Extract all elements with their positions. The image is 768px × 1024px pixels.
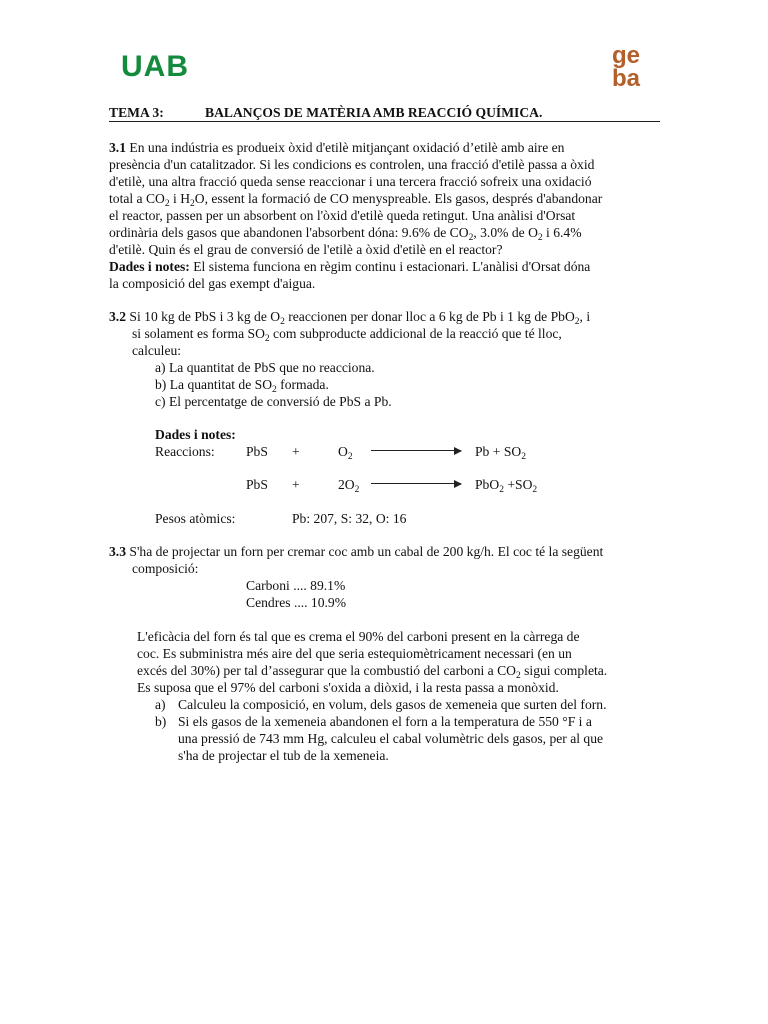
pesos-label: Pesos atòmics:	[155, 511, 236, 526]
tema-title: BALANÇOS DE MATÈRIA AMB REACCIÓ QUÍMICA.	[205, 105, 543, 120]
reactions-label: Reaccions:	[155, 444, 215, 459]
header-rule	[109, 121, 660, 122]
geba-logo-top: ge	[612, 43, 641, 69]
problem-3-2	[109, 308, 658, 410]
p33-item-b-line3: s'ha de projectar el tub de la xemeneia.	[178, 748, 389, 763]
p31-notes: Dades i notes: El sistema funciona en règim continu i estacionari. L'anàlisi d'Orsat dóna	[109, 259, 591, 274]
p31-line2: presència d'un catalitzador. Si les condicions es controlen, una fracció d'etilè passa a òxid	[109, 157, 595, 172]
r1-plus: +	[292, 444, 300, 459]
problem-3-3	[109, 543, 658, 577]
p33-par3: excés del 30%) per tal d’assegurar que la combustió del carboni a $CO_2$ sigui completa.	[137, 663, 608, 681]
p33-par4: Es suposa que el 97% del carboni s'oxida a diòxid, i la resta passa a monòxid.	[137, 680, 559, 695]
p33-item-a-text: Calculeu la composició, en volum, dels gasos de xemeneia que surten del forn.	[178, 697, 607, 712]
p31-line4: total a $CO_2$ i $H_2O$, essent la formació de CO menyspreable. Els gasos, després d'abandonar	[109, 191, 603, 209]
page-header	[109, 104, 660, 121]
p31-notes-line2: la composició del gas exempt d'aigua.	[109, 276, 316, 291]
p33-item-a-label: a)	[155, 697, 166, 712]
p31-line3: d'etilè, una altra fracció queda sense reaccionar i una tercera fracció sofreix una oxidació	[109, 174, 592, 189]
p33-line2: composició:	[132, 561, 199, 576]
r2-o2: $2O_2$	[338, 477, 360, 495]
p31-line7: d'etilè. Quin és el grau de conversió de l'etilè a òxid d'etilè en el reactor?	[109, 242, 503, 257]
p32-line1: 3.2 Si 10 kg de PbS i 3 kg de $O_2$ reaccionen per donar lloc a 6 kg de Pb i 1 kg de PbO$_2$, i	[109, 309, 591, 327]
p33-par2: coc. Es subministra més aire del que seria estequiomètricament necessari (en un	[137, 646, 572, 661]
carboni-composition: Carboni .... 89.1%	[246, 578, 346, 593]
r2-reactant: PbS	[246, 477, 268, 492]
p33-paragraph	[137, 628, 658, 696]
tema-label: TEMA 3:	[109, 105, 164, 120]
p32-item-b: b) La quantitat de $SO_2$ formada.	[155, 377, 329, 395]
p32-line2: si solament es forma $SO_2$ com subproducte addicional de la reacció que té lloc,	[132, 326, 562, 344]
p31-line6: ordinària dels gasos que abandonen l'absorbent dóna: 9.6% de $CO_2$, 3.0% de $O_2$ i 6.4%	[109, 225, 582, 243]
p33-item-b-line1: Si els gasos de la xemeneia abandonen el forn a la temperatura de 550 °F i a	[178, 714, 592, 729]
r2-plus: +	[292, 477, 300, 492]
r2-arrow	[371, 483, 461, 484]
r1-product: $Pb + SO_2$	[475, 444, 526, 462]
geba-logo	[611, 43, 657, 89]
p32-notes-label: Dades i notes:	[155, 427, 236, 442]
p33-par1: L'eficàcia del forn és tal que es crema el 90% del carboni present en la càrrega de	[137, 629, 580, 644]
problem-3-1	[109, 139, 658, 292]
r1-arrow	[371, 450, 461, 451]
p33-item-b-text	[178, 713, 603, 764]
p33-item-b-label: b)	[155, 714, 167, 729]
r2-product: $PbO_2 +SO_2$	[475, 477, 538, 495]
p31-line1: 3.1 En una indústria es produeix òxid d'etilè mitjançant oxidació d’etilè amb aire en	[109, 140, 565, 155]
p31-line5: el reactor, passen per un absorbent on l'òxid d'etilè queda retingut. Una anàlisi d'Orsat	[109, 208, 576, 223]
p32-item-a: a) La quantitat de PbS que no reacciona.	[155, 360, 375, 375]
p33-line1: 3.3 S'ha de projectar un forn per cremar coc amb un cabal de 200 kg/h. El coc té la següent	[109, 544, 604, 559]
pesos-values: Pb: 207, S: 32, O: 16	[292, 511, 407, 526]
p32-line3: calculeu:	[132, 343, 182, 358]
p32-item-c: c) El percentatge de conversió de PbS a Pb.	[155, 394, 392, 409]
p33-item-b-line2: una pressió de 743 mm Hg, calculeu el cabal volumètric dels gasos, per al que	[178, 731, 604, 746]
geba-logo-bottom: ba	[612, 65, 641, 89]
r1-reactant: PbS	[246, 444, 268, 459]
r1-o2: $O_2$	[338, 444, 353, 462]
uab-logo: UAB	[121, 50, 189, 83]
cendres-composition: Cendres .... 10.9%	[246, 595, 347, 610]
